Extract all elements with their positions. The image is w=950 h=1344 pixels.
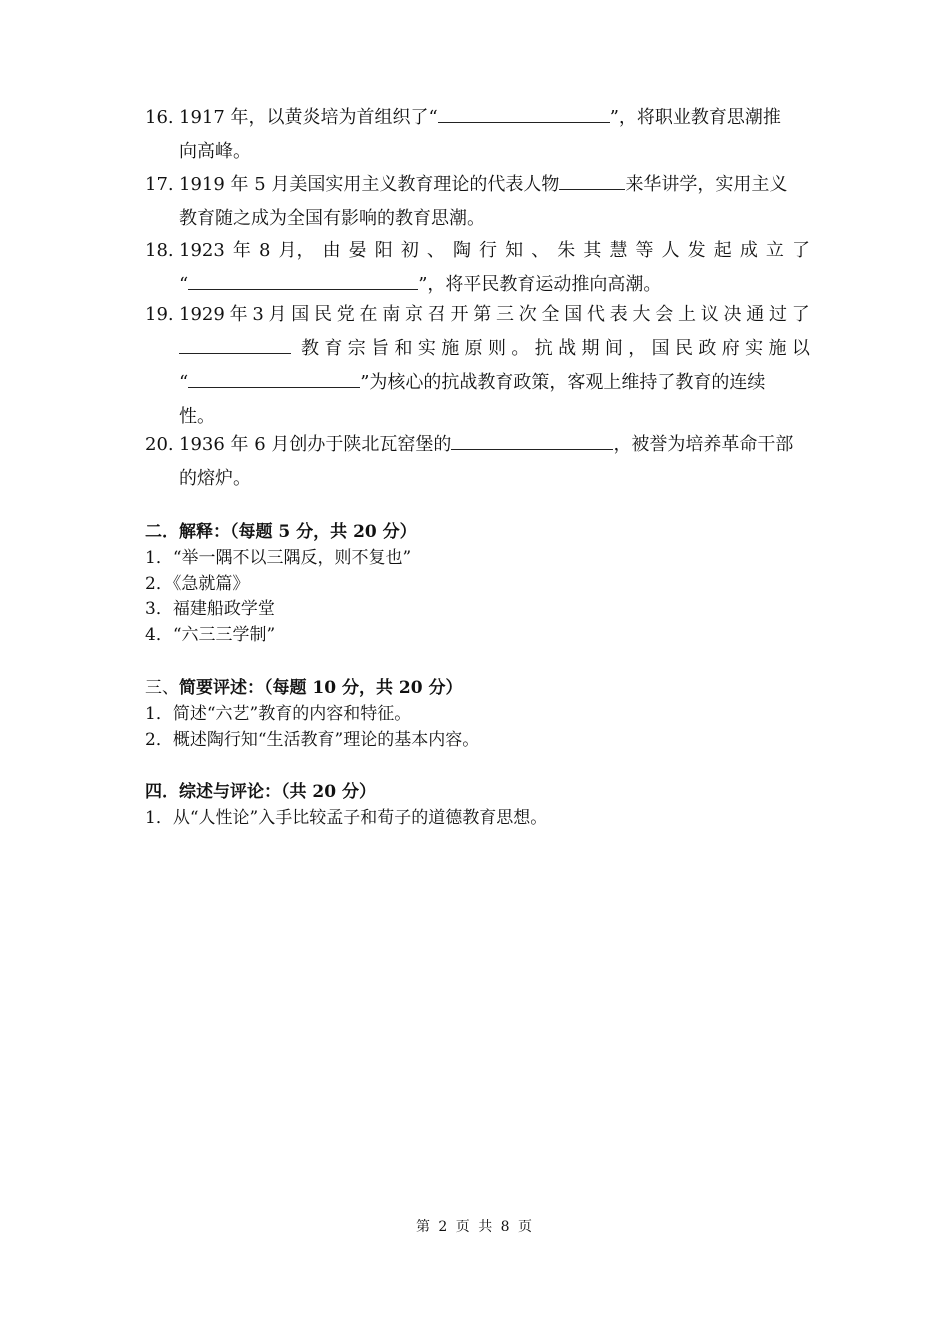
text-token: 知 <box>505 240 524 261</box>
text-token: 3 <box>252 304 264 325</box>
question-19 <box>145 298 810 434</box>
question-number: 17. <box>145 174 174 195</box>
question-20 <box>145 428 810 496</box>
text-token: 成 <box>739 240 758 261</box>
text-token: 民 <box>675 338 693 359</box>
text-token: 国 <box>564 304 583 325</box>
question-line <box>145 268 810 302</box>
text-token: 战 <box>558 338 577 359</box>
text-token: 1923 <box>179 240 225 261</box>
text-token: 政 <box>698 338 717 359</box>
text-token: 了 <box>791 304 810 325</box>
text-token: 施 <box>441 338 460 359</box>
section-2-heading: 二．解释：（每题 5 分，共 20 分） <box>145 522 417 542</box>
text-token: 施 <box>768 338 787 359</box>
text-token: 大 <box>632 304 651 325</box>
section-3-heading <box>145 675 463 701</box>
text-token: 陶 <box>452 240 471 261</box>
question-line <box>145 298 810 332</box>
answer-blank[interactable] <box>559 169 625 190</box>
explain-item: 2．《急就篇》 <box>145 574 250 594</box>
text-token: 其 <box>583 240 602 261</box>
question-16 <box>145 101 810 169</box>
question-number: 20. <box>145 434 174 455</box>
text-token: 开 <box>450 304 469 325</box>
text-token: 宗 <box>347 338 366 359</box>
text-token: 通 <box>746 304 765 325</box>
answer-blank[interactable] <box>188 269 418 290</box>
text-token: 8 <box>258 240 271 261</box>
question-text: 1919 年 5 月美国实用主义教育理论的代表人物 <box>179 174 560 195</box>
text-token: 上 <box>678 304 697 325</box>
review-item: 1．简述“六艺”教育的内容和特征。 <box>145 704 412 724</box>
question-text: ”，将职业教育思潮推 <box>609 107 781 128</box>
question-text: 来华讲学，实用主义 <box>625 174 788 195</box>
text-token: 党 <box>336 304 355 325</box>
text-token: 期 <box>581 338 600 359</box>
text-token: 发 <box>687 240 706 261</box>
question-number: 16. <box>145 107 174 128</box>
text-token: 府 <box>721 338 740 359</box>
text-token: 原 <box>464 338 483 359</box>
text-token: 南 <box>382 304 401 325</box>
text-token: 京 <box>405 304 424 325</box>
text-token: 抗 <box>534 338 553 359</box>
question-text: 1917 年，以黄炎培为首组织了“ <box>179 107 438 128</box>
text-token: 慧 <box>609 240 628 261</box>
text-token: 全 <box>541 304 560 325</box>
section-4-heading: 四．综述与评论：（共 20 分） <box>145 782 376 802</box>
text-token: 年 <box>232 240 251 261</box>
question-line <box>145 428 810 462</box>
open-quote: “ <box>179 372 189 393</box>
open-quote: “ <box>179 274 189 295</box>
explain-item: 1．“举一隅不以三隅反，则不复也” <box>145 548 412 568</box>
question-line: 向高峰。 <box>179 141 251 162</box>
text-token: 间 <box>604 338 623 359</box>
text-token: 三 <box>496 304 515 325</box>
text-token: 了 <box>791 240 810 261</box>
question-line <box>145 101 810 135</box>
text-token: 国 <box>291 304 310 325</box>
text-token: 和 <box>394 338 413 359</box>
question-number: 18. <box>145 240 174 261</box>
text-token: 实 <box>417 338 436 359</box>
text-token: 、 <box>531 240 550 261</box>
text-token: 教 <box>301 338 319 359</box>
question-line <box>145 168 810 202</box>
question-line <box>145 332 810 366</box>
text-token: 立 <box>765 240 784 261</box>
text-token: 表 <box>609 304 628 325</box>
text-token: ， <box>628 338 647 359</box>
text-token: 由 <box>322 240 341 261</box>
explain-item: 4．“六三三学制” <box>145 625 276 645</box>
text-token: 年 <box>229 304 248 325</box>
text-token: 起 <box>713 240 732 261</box>
question-text <box>301 332 810 366</box>
question-text: ”，将平民教育运动推向高潮。 <box>418 274 662 295</box>
explain-item: 3．福建船政学堂 <box>145 599 275 619</box>
text-token: 1929 <box>179 304 225 325</box>
text-token: 议 <box>700 304 719 325</box>
text-token: 以 <box>791 338 810 359</box>
text-token: 行 <box>479 240 498 261</box>
answer-blank[interactable] <box>188 367 360 388</box>
question-17 <box>145 168 810 236</box>
text-token: 则 <box>488 338 506 359</box>
text-token: 代 <box>587 304 606 325</box>
text-token: 会 <box>655 304 674 325</box>
section-title: 简要评述：（每题 10 分，共 20 分） <box>179 678 463 698</box>
question-18 <box>145 234 810 302</box>
question-line: 性。 <box>179 406 215 427</box>
text-token: 育 <box>324 338 343 359</box>
text-token: 晏 <box>348 240 367 261</box>
text-token: 国 <box>651 338 670 359</box>
question-line: 的熔炉。 <box>179 468 251 489</box>
text-token: 民 <box>314 304 333 325</box>
text-token: 等 <box>635 240 654 261</box>
text-token: 实 <box>745 338 764 359</box>
question-text <box>179 298 810 332</box>
text-token: 旨 <box>371 338 390 359</box>
review-item: 2．概述陶行知“生活教育”理论的基本内容。 <box>145 730 480 750</box>
question-text <box>179 234 810 268</box>
text-token: 月 <box>268 304 287 325</box>
text-token: 在 <box>359 304 378 325</box>
essay-item: 1．从“人性论”入手比较孟子和荀子的道德教育思想。 <box>145 808 548 828</box>
text-token: 初 <box>400 240 419 261</box>
text-token: 召 <box>427 304 446 325</box>
answer-blank[interactable] <box>451 429 613 450</box>
answer-blank[interactable] <box>438 102 610 123</box>
text-token: 第 <box>473 304 492 325</box>
text-token: 决 <box>723 304 742 325</box>
text-token: 、 <box>426 240 445 261</box>
question-line: 教育随之成为全国有影响的教育思潮。 <box>179 208 485 229</box>
text-token: 过 <box>769 304 788 325</box>
page-footer: 第 2 页 共 8 页 <box>415 1219 535 1235</box>
question-line <box>145 366 810 400</box>
text-token: 次 <box>518 304 537 325</box>
text-token: 阳 <box>374 240 393 261</box>
answer-blank[interactable] <box>179 333 291 354</box>
question-text: ”为核心的抗战教育政策，客观上维持了教育的连续 <box>360 372 766 393</box>
text-token: 朱 <box>557 240 576 261</box>
question-line <box>145 234 810 268</box>
text-token: 。 <box>511 338 530 359</box>
question-number: 19. <box>145 304 174 325</box>
question-text: 1936 年 6 月创办于陕北瓦窑堡的 <box>179 434 452 455</box>
text-token: 人 <box>661 240 680 261</box>
question-text: ，被誉为培养革命干部 <box>613 434 794 455</box>
text-token: 月， <box>278 240 315 261</box>
section-number: 三、 <box>145 678 179 698</box>
